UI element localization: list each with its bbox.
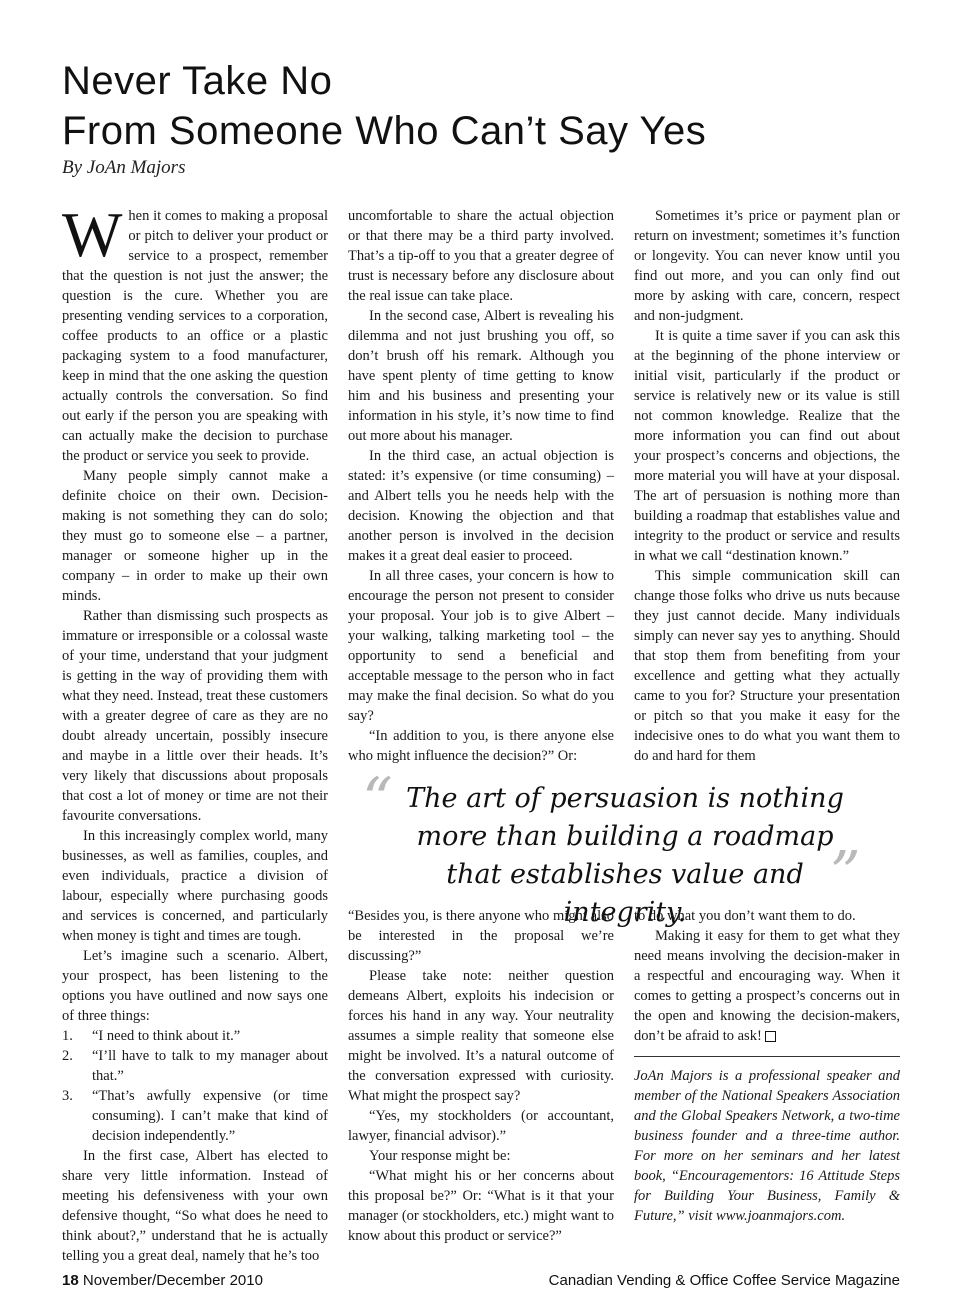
list-item: 1. “I need to think about it.” [62,1028,241,1044]
author-bio: JoAn Majors is a professional speaker and member of the National Speakers Association and the Global Speakers Network, a two-time business founder and a three-time author. For more on her seminars and her latest book, “Encouragementors: 16 Attitude Steps for Building Your Business, Family & Future,” visit www.joanmajors.com. [634,1068,900,1224]
paragraph: In the third case, an actual objection is stated: it’s expensive (or time consuming) – and Albert tells you he needs help with the decision. Knowing the objection and that another person is involved in the decision makes it a great deal easier to proceed. [348,448,614,564]
paragraph: to do what you don’t want them to do. [634,908,856,924]
issue-date: November/December 2010 [82,1272,263,1289]
paragraph: Let’s imagine such a scenario. Albert, your prospect, has been listening to the options you have outlined and now says one of three things: [62,948,328,1024]
paragraph: In this increasingly complex world, many businesses, as well as families, couples, and even individuals, practice a division of labour, especially where purchasing goods and services is concerned, and particularly when money is tight and times are tough. [62,828,328,944]
paragraph: In the first case, Albert has elected to share very little information. Instead of meeting his defensiveness with your own defensive thought, “So what does he need to think about?,” understand that he is actually telling you a great deal, namely that he’s too [62,1148,328,1264]
paragraph: “In addition to you, is there anyone else who might influence the decision?” Or: [348,728,614,764]
numbered-list [62,1026,328,1146]
paragraph: Sometimes it’s price or payment plan or return on investment; sometimes it’s function or longevity. You can never know until you find out more, and you can only find out more by asking with care, concern, respect and non-judgment. [634,208,900,324]
title-line-2: From Someone Who Can’t Say Yes [62,109,707,153]
paragraph: It is quite a time saver if you can ask this at the beginning of the phone interview or initial visit, particularly if the product or service is relatively new or its value is still not common knowledge. Realize that the more information you can find out about your prospect’s concerns and objections, the more material you will have at your disposal. The art of persuasion is nothing more than building a roadmap that establishes value and integrity to the product or service and results in what we call “destination known.” [634,328,900,564]
paragraph: This simple communication skill can change those folks who drive us nuts because they just cannot decide. Many individuals simply can never say yes to anything. Should that stop them from benefiting from your excellence and getting what they actually came to you for? Structure your presentation or pitch so that you make it easy for the indecisive ones to do what you want them to do and hard for them [634,568,900,764]
column-2-bottom [348,906,614,1246]
paragraph: In all three cases, your concern is how to encourage the person not present to consider your proposal. Your job is to give Albert – your walking, talking marketing tool – the opportunity to send a beneficial and acceptable message to the person who in fact may make the final decision. So what do you say? [348,568,614,724]
footer-folio [62,1272,263,1289]
title-line-1: Never Take No [62,59,333,103]
end-mark-icon [765,1031,776,1042]
column-2-top [348,206,614,766]
pull-quote-text: The art of persuasion is nothing more than building a roadmap that establishes value and integrity. [406,783,844,928]
paragraph: Rather than dismissing such prospects as immature or irresponsible or a colossal waste of your time, understand that your judgment is getting in the way of providing them with what they need. Instead, treat these customers with a greater degree of care as they are no doubt already uncertain, possibly insecure and maybe in a little over their heads. It’s very likely that discussions about proposals that cost a lot of money or time are not their favourite conversations. [62,608,328,824]
column-3-top [634,206,900,766]
paragraph: “What might his or her concerns about this proposal be?” Or: “What is it that your manager (or stockholders, etc.) might want to know about this product or service?” [348,1168,614,1244]
column-1 [62,199,328,1266]
column-3-bottom [634,906,900,1046]
bio-divider [634,1056,900,1057]
list-item: 2. “I’ll have to talk to my manager about that.” [62,1048,328,1084]
paragraph: “Yes, my stockholders (or accountant, lawyer, financial advisor).” [348,1108,614,1144]
paragraph: When it comes to making a proposal or pitch to deliver your product or service to a prospect, remember that the question is not just the answer; the question is the cure. Whether you are presenting vending services to a corporation, coffee products to an office or a plastic packaging system to a food manufacturer, keep in mind that the one asking the question actually controls the conversation. So find out early if the person you are speaking with can actually make the decision to purchase the product or service you seek to provide. [62,199,328,464]
byline: By JoAn Majors [62,157,186,178]
drop-cap: W [62,199,123,270]
paragraph: In the second case, Albert is revealing his dilemma and not just brushing you off, so don’t brush off his remark. Although you have spent plenty of time getting to know him and his business and presenting your information in his style, it’s now time to find out more about his manager. [348,308,614,444]
paragraph: Please take note: neither question demeans Albert, exploits his indecision or forces his hand in any way. Your neutrality assumes a simple reality that someone else might be involved. It’s a natural outcome of the conversation expressed with curiosity. What might the prospect say? [348,968,614,1104]
close-quote-mark: ” [830,839,861,909]
paragraph: Many people simply cannot make a definite choice on their own. Decision-making is not something they can do solo; they must go to someone else – a partner, manager or someone higher up in the company – in order to make up their own minds. [62,468,328,604]
page-number: 18 [62,1272,79,1289]
open-quote-mark: “ [362,765,393,835]
paragraph: Making it easy for them to get what they need means involving the decision-maker in a respectful and encouraging way. When it comes to getting a prospect’s concerns out in the open and knowing the decision-makers, don’t be afraid to ask! [634,928,900,1044]
list-item: 3. “That’s awfully expensive (or time consuming). I can’t make that kind of decision independently.” [62,1088,328,1144]
paragraph: Your response might be: [369,1148,511,1164]
paragraph: “Besides you, is there anyone who might also be interested in the proposal we’re discussing?” [348,908,614,964]
paragraph: uncomfortable to share the actual objection or that there may be a third party involved. That’s a tip-off to you that a greater degree of trust is necessary before any disclosure about the real issue can take place. [348,208,614,304]
article-title [62,56,706,156]
magazine-name: Canadian Vending & Office Coffee Service Magazine [548,1272,900,1289]
